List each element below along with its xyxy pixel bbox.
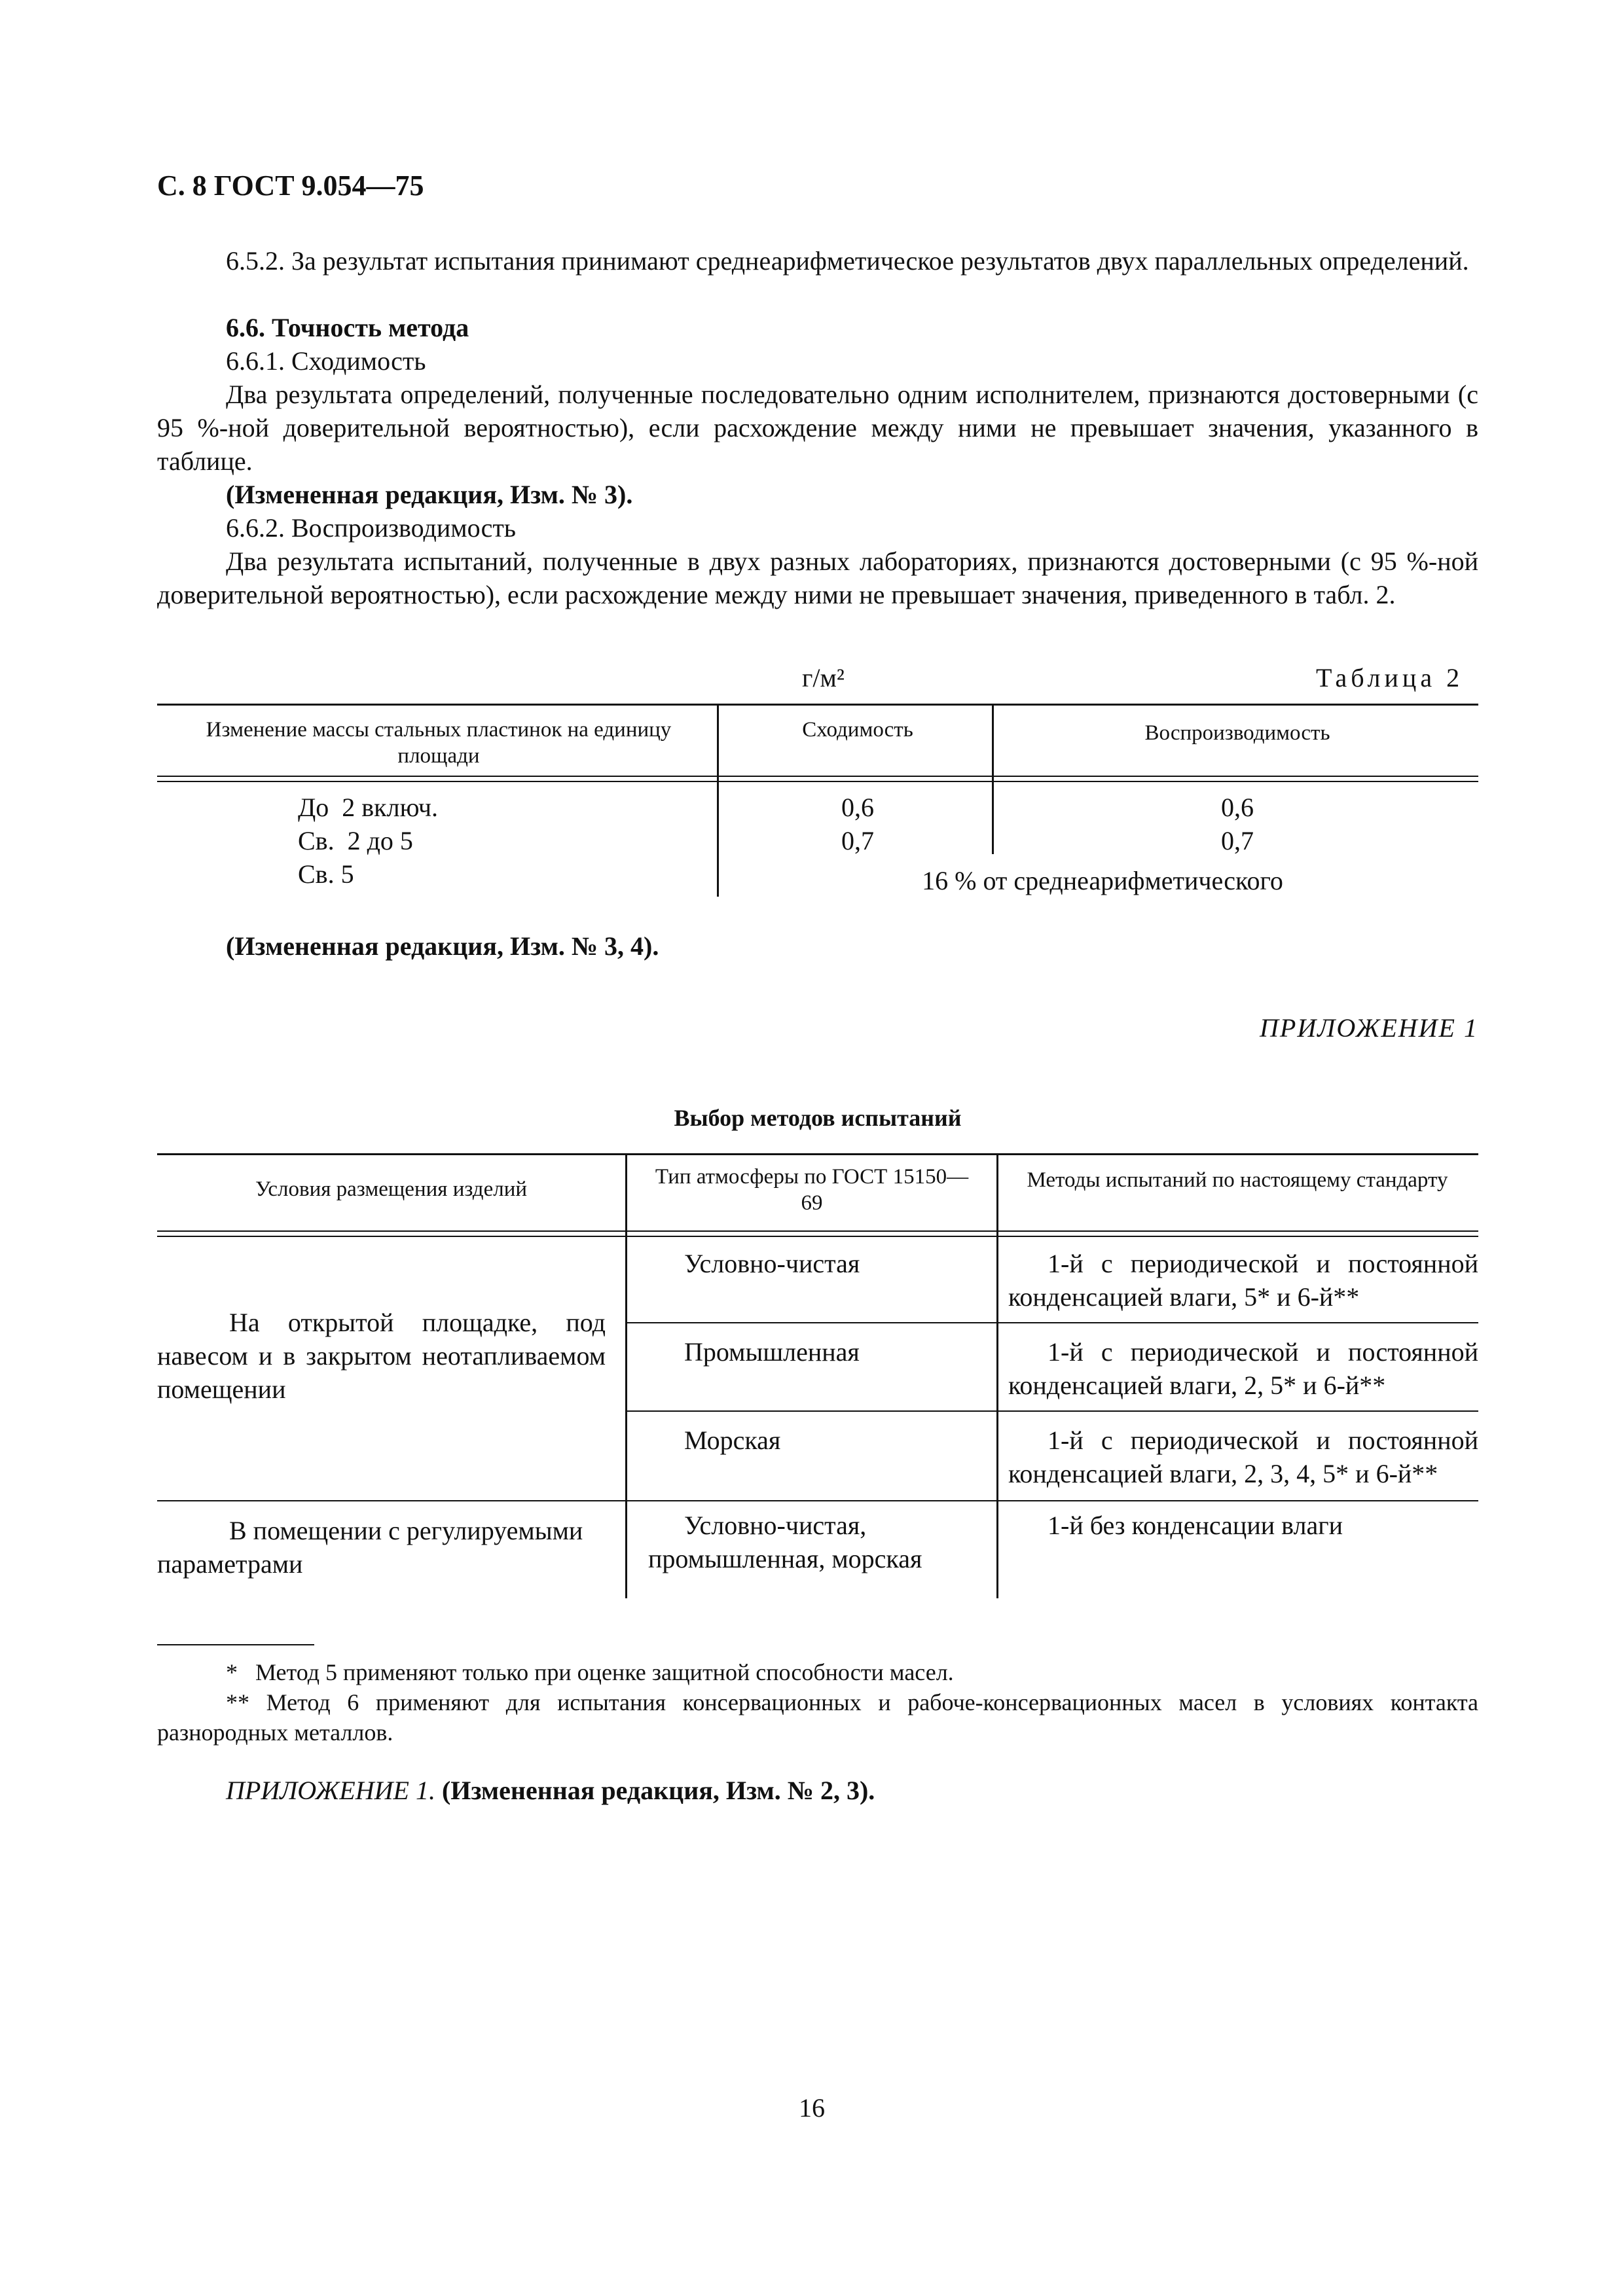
- footnote-1: * Метод 5 применяют только при оценке защитной способности масел.: [226, 1659, 954, 1685]
- atmosphere-cell: Промышленная: [684, 1337, 860, 1367]
- condition-outdoor: На открытой площадке, под навесом и в закрытом неотапливаемом помещении: [157, 1308, 606, 1404]
- atmosphere-cell: Морская: [684, 1426, 781, 1455]
- atmosphere-cell: Условно-чистая: [684, 1249, 860, 1278]
- methods-header-methods: Методы испытаний по настоящему стандарту: [1027, 1168, 1448, 1192]
- table-cell-reproducibility: 0,7: [1221, 826, 1254, 855]
- section-heading-6-6: 6.6. Точность метода: [226, 313, 469, 342]
- amendment-note-1: (Измененная редакция, Изм. № 3).: [226, 480, 633, 509]
- condition-regulated: В помещении с регулируемыми параметрами: [157, 1516, 583, 1579]
- paragraph-6-5-2: 6.5.2. За результат испытания принимают среднеарифметическое результатов двух параллельных определений.: [226, 246, 1469, 276]
- subsection-6-6-1: 6.6.1. Сходимость: [226, 346, 426, 376]
- amendment-note-2: (Измененная редакция, Изм. № 3, 4).: [226, 931, 659, 961]
- page-number: 16: [799, 2093, 825, 2123]
- final-appendix-label: ПРИЛОЖЕНИЕ 1.: [226, 1776, 435, 1805]
- table-cell-reproducibility: 0,6: [1221, 793, 1254, 822]
- paragraph-6-6-1: Два результата определений, полученные последовательно одним исполнителем, признаются достоверными (с 95 %-ной доверительной вероятностью), если расхождение между ними не превышает значения, указанного в таблице.: [157, 380, 1478, 476]
- table-header-mass-change: Изменение массы стальных пластинок на единицу площади: [206, 718, 672, 768]
- methods-cell: 1-й с периодической и постоянной конденсацией влаги, 2, 3, 4, 5* и 6-й**: [1008, 1426, 1478, 1488]
- table-cell-merged: 16 % от среднеарифметического: [922, 866, 1283, 895]
- methods-cell: 1-й с периодической и постоянной конденсацией влаги, 5* и 6-й**: [1008, 1249, 1478, 1312]
- footnote-separator: [157, 1644, 314, 1645]
- final-amendment-note: (Измененная редакция, Изм. № 2, 3).: [441, 1776, 875, 1805]
- methods-header-conditions: Условия размещения изделий: [255, 1177, 528, 1201]
- methods-cell: 1-й с периодической и постоянной конденсацией влаги, 2, 5* и 6-й**: [1008, 1337, 1478, 1400]
- footnote-2: ** Метод 6 применяют для испытания консервационных и рабоче-консервационных масел в условиях контакта разнородных металлов.: [157, 1689, 1478, 1746]
- appendix-label: ПРИЛОЖЕНИЕ 1: [1260, 1013, 1478, 1043]
- table-cell-convergence: 0,6: [841, 793, 874, 822]
- table-row-range: Св. 5: [298, 859, 354, 889]
- methods-cell: 1-й без конденсации влаги: [1048, 1511, 1343, 1540]
- methods-header-atmosphere: Тип атмосферы по ГОСТ 15150—69: [655, 1165, 969, 1215]
- table-cell-convergence: 0,7: [841, 826, 874, 855]
- table-row-range: До 2 включ.: [298, 793, 439, 822]
- table-row-range: Св. 2 до 5: [298, 826, 413, 855]
- paragraph-6-6-2: Два результата испытаний, полученные в двух разных лабораториях, признаются достоверными (с 95 %-ной доверительной вероятностью), если расхождение между ними не превышает значения, приведенного в табл. 2.: [157, 547, 1478, 609]
- subsection-6-6-2: 6.6.2. Воспроизводимость: [226, 513, 517, 543]
- table-header-convergence: Сходимость: [802, 718, 913, 742]
- table-header-reproducibility: Воспроизводимость: [1144, 721, 1330, 745]
- table-unit: г/м²: [802, 663, 845, 692]
- appendix-title: Выбор методов испытаний: [674, 1105, 962, 1131]
- atmosphere-cell: Условно-чистая, промышленная, морская: [648, 1511, 922, 1573]
- table-label: Таблица 2: [1316, 663, 1464, 692]
- final-amendment: [226, 1774, 875, 1807]
- running-header: С. 8 ГОСТ 9.054—75: [157, 170, 424, 202]
